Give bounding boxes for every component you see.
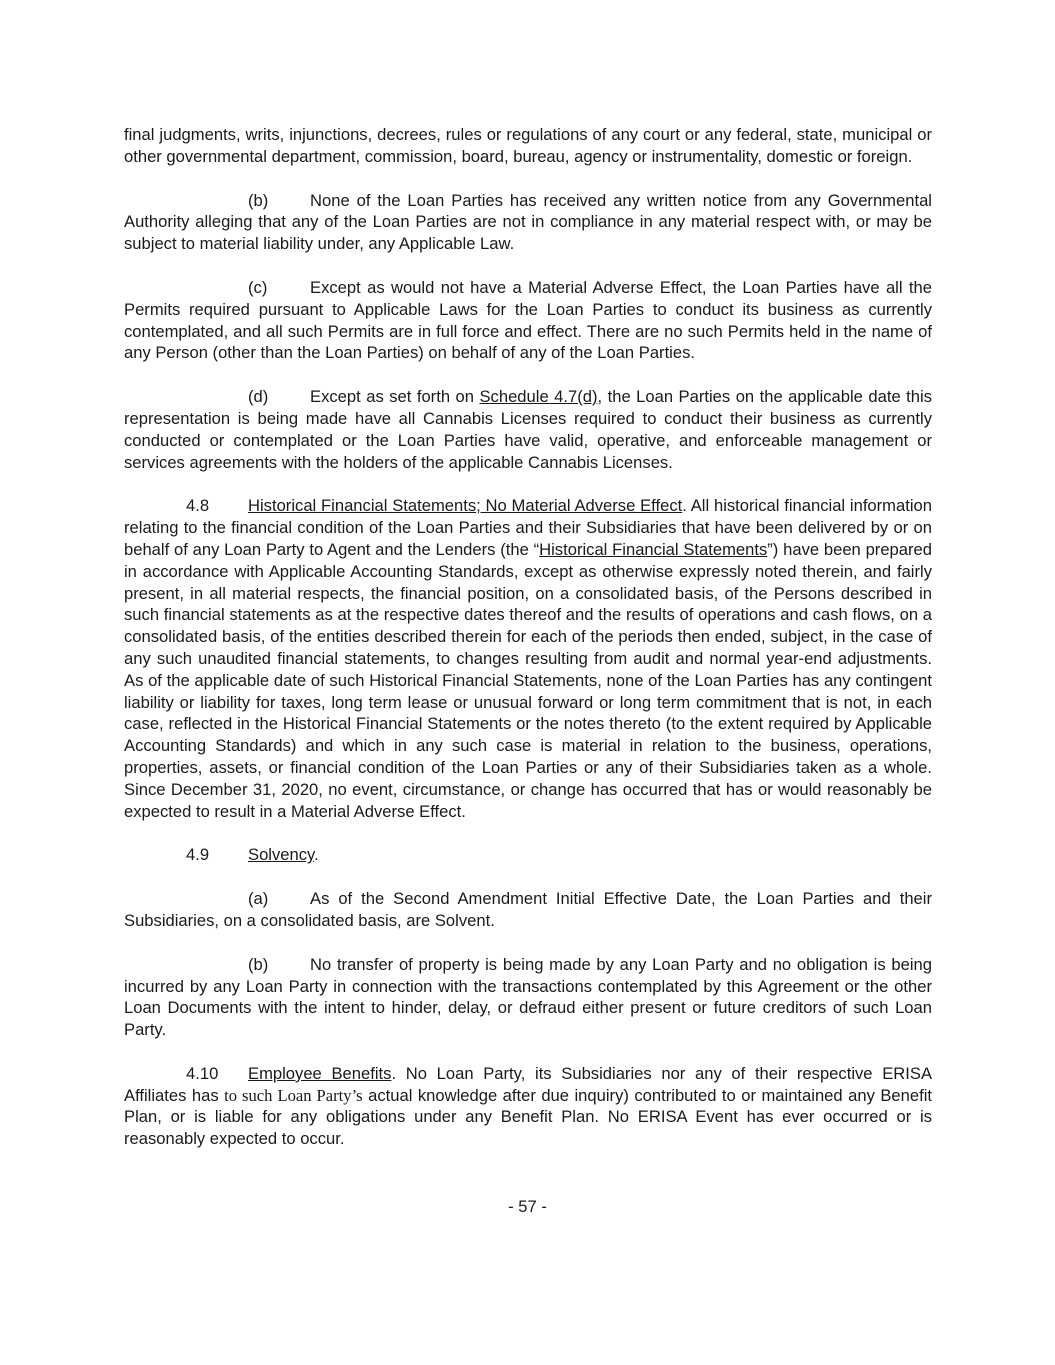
section-heading: Employee Benefits [248,1063,392,1083]
section-heading: Historical Financial Statements; No Material Adverse Effect [248,496,683,516]
paragraph-c-permits: (c) Except as would not have a Material Adverse Effect, the Loan Parties have all the Permits required pursuant to Applicable Laws for the Loan Parties to conduct its business as currently contemplated, and all such Permits are in full force and effect. There are no such Permits held in the name of any Person (other than the Loan Parties) on behalf of any of the Loan Parties. [124,277,932,363]
document-body [124,124,932,1150]
page-number: - 57 - [508,1197,547,1216]
paragraph-b-notice: (b) None of the Loan Parties has received any written notice from any Governmental Authority alleging that any of the Loan Parties are not in compliance in any material respect with, or may be subject to material liability under, any Applicable Law. [124,190,932,254]
paragraph-continuation: final judgments, writs, injunctions, decrees, rules or regulations of any court or any federal, state, municipal or other governmental department, commission, board, bureau, agency or instrumentality, domestic or foreign. [124,125,932,166]
section-heading: Solvency [248,845,315,865]
section-number: 4.9 [186,845,210,865]
section-number: 4.10 [186,1063,219,1083]
clause-number: (b) [248,954,269,974]
section-4-10: 4.10 Employee Benefits. No Loan Party, its Subsidiaries nor any of their respective ERISA Affiliates has to such Loan Party’s actual knowledge after due inquiry) contributed to or maintained any Benefit Plan, or is liable for any obligations under any Benefit Plan. No ERISA Event has ever occurred or is reasonably expected to occur. [124,1063,933,1149]
clause-number: (a) [248,889,269,909]
paragraph-d-licenses: (d) Except as set forth on Schedule 4.7(d), the Loan Parties on the applicable date this representation is being made have all Cannabis Licenses required to conduct their business as currently conducted or contemplated or the Loan Parties have valid, operative, and enforceable management or services agreements with the holders of the applicable Cannabis Licenses. [124,387,932,472]
clause-number: (c) [248,277,268,297]
clause-number: (d) [248,387,269,407]
section-4-9: 4.9 Solvency. [186,845,319,865]
section-number: 4.8 [186,496,210,516]
paragraph-a-solvent: (a) As of the Second Amendment Initial Effective Date, the Loan Parties and their Subsidiaries, on a consolidated basis, are Solvent. [124,889,932,930]
paragraph-b-transfer: (b) No transfer of property is being made by any Loan Party and no obligation is being incurred by any Loan Party in connection with the transactions contemplated by this Agreement or the other Loan Documents with the intent to hinder, delay, or defraud either present or future creditors of such Loan Party. [124,954,932,1040]
schedule-reference: Schedule 4.7(d) [479,387,598,407]
clause-number: (b) [248,190,269,210]
defined-term: Historical Financial Statements [539,539,768,559]
section-4-8: 4.8 Historical Financial Statements; No Material Adverse Effect. All historical financial information relating to the financial condition of the Loan Parties and their Subsidiaries that have been delivered by or on behalf of any Loan Party to Agent and the Lenders (the “Historical Financial Statements”) have been prepared in accordance with Applicable Accounting Standards, except as otherwise expressly noted therein, and fairly present, in all material respects, the financial position, on a consolidated basis, of the Persons described in such financial statements as at the respective dates thereof and the results of operations and cash flows, on a consolidated basis, of the entities described therein for each of the periods then ended, subject, in the case of any such unaudited financial statements, to changes resulting from audit and normal year-end adjustments. As of the applicable date of such Historical Financial Statements, none of the Loan Parties has any contingent liability or liability for taxes, long term lease or unusual forward or long term commitment that is not, in each case, reflected in the Historical Financial Statements or the notes thereto (to the extent required by Applicable Accounting Standards) and which in any such case is material in relation to the business, operations, properties, assets, or financial condition of the Loan Parties or any of their Subsidiaries taken as a whole. Since December 31, 2020, no event, circumstance, or change has occurred that has or would reasonably be expected to result in a Material Adverse Effect. [124,496,932,821]
